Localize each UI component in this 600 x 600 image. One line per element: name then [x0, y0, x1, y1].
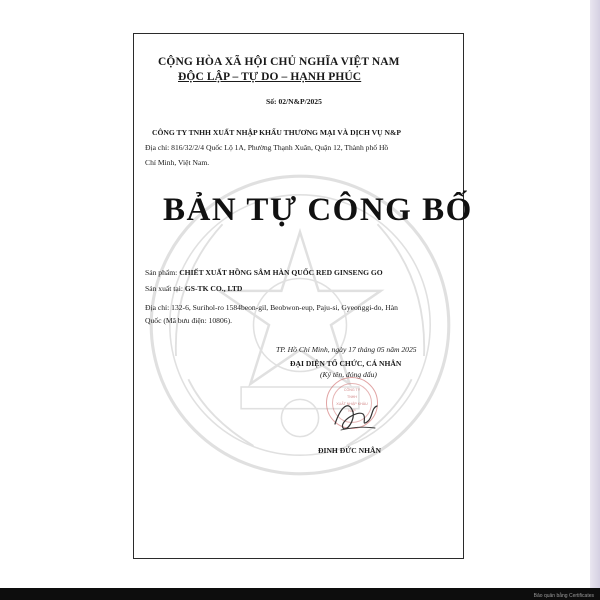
stamp-line2: TNHH — [347, 395, 357, 399]
manufacturer-line — [145, 284, 242, 293]
signer-name: ĐINH ĐỨC NHÂN — [318, 446, 381, 455]
representative-title: ĐẠI DIỆN TỔ CHỨC, CÁ NHÂN — [290, 359, 402, 368]
scan-edge-right — [590, 0, 600, 600]
stamp-line4: N&P — [348, 409, 356, 413]
manufacturer-label: Sản xuất tại: — [145, 284, 183, 293]
stamp-line3: XUẤT NHẬP KHẨU — [336, 402, 368, 406]
product-label: Sản phẩm: — [145, 268, 178, 277]
document-number: Số: 02/N&P/2025 — [266, 97, 322, 106]
company-name: CÔNG TY TNHH XUẤT NHẬP KHẨU THƯƠNG MẠI VÀ DỊCH VỤ N&P — [152, 128, 401, 137]
product-name: CHIẾT XUẤT HỒNG SÂM HÀN QUỐC RED GINSENG GO — [179, 268, 383, 277]
header-country: CỘNG HÒA XÃ HỘI CHỦ NGHĨA VIỆT NAM — [158, 56, 400, 68]
signature — [327, 392, 387, 440]
document-title: BẢN TỰ CÔNG BỐ — [163, 192, 473, 228]
signing-date: TP. Hồ Chí Minh, ngày 17 tháng 05 năm 2025 — [276, 345, 417, 354]
manufacturer-name: GS-TK CO., LTD — [184, 284, 243, 293]
product-line — [145, 268, 383, 277]
manufacturer-address-line2: Quốc (Mã bưu điện: 10806). — [145, 316, 232, 325]
footer-caption: Bảo quản bằng Certificates — [533, 593, 594, 599]
sign-note: (Ký tên, đóng dấu) — [320, 370, 377, 379]
company-address-line2: Chí Minh, Việt Nam. — [145, 158, 210, 167]
stamp-line1: CÔNG TY — [343, 388, 361, 392]
header-motto: ĐỘC LẬP – TỰ DO – HẠNH PHÚC — [178, 71, 362, 83]
scan-edge-bottom — [0, 588, 600, 600]
manufacturer-address-line1: Địa chỉ: 132-6, Surihol-ro 1584beon-gil, Beobwon-eup, Paju-si, Gyeonggi-do, Hàn — [145, 303, 398, 312]
company-address-line1: Địa chỉ: 816/32/2/4 Quốc Lộ 1A, Phường Thạnh Xuân, Quận 12, Thành phố Hồ — [145, 143, 389, 152]
